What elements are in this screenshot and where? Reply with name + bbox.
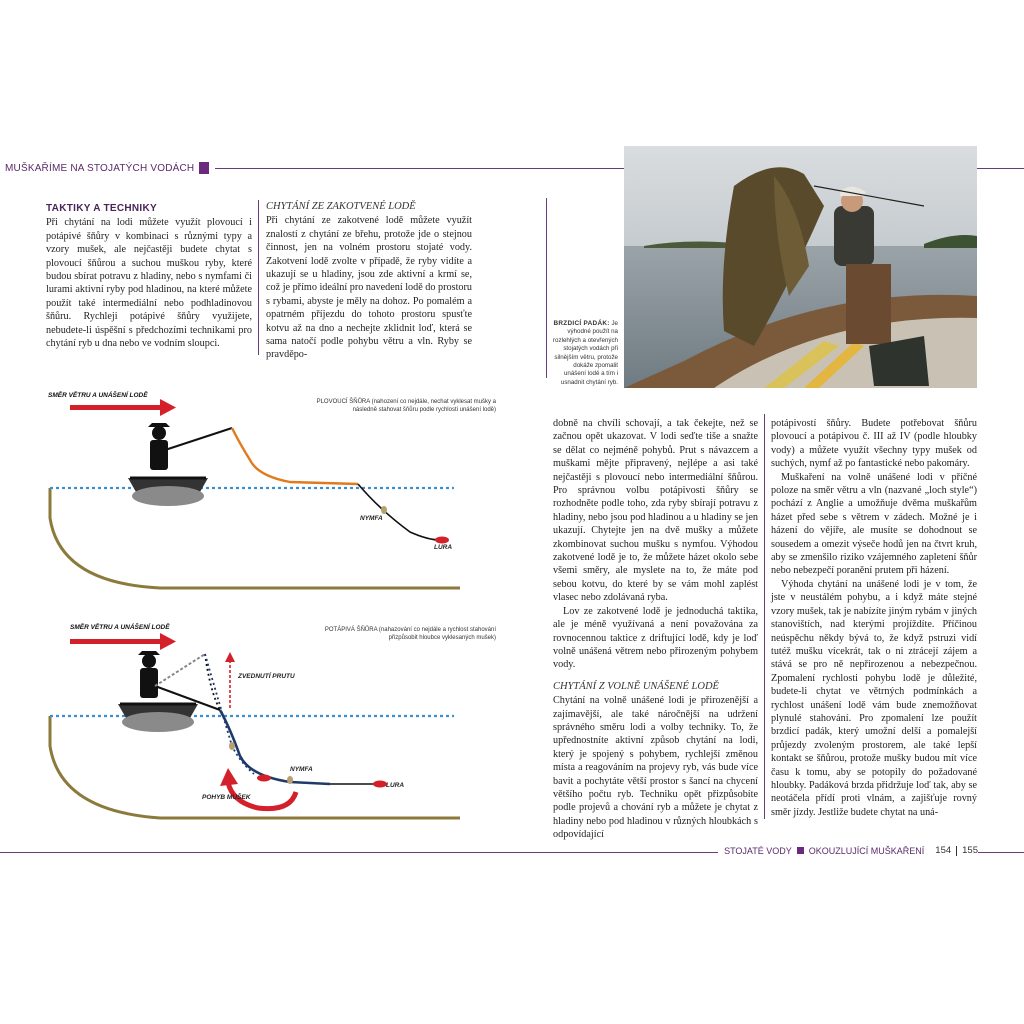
nymph-label: NYMFA (290, 766, 313, 773)
footer-square-icon (797, 847, 804, 854)
heading-drifting: CHYTÁNÍ Z VOLNĚ UNÁŠENÉ LODĚ (553, 680, 719, 692)
paragraph: Výhoda chytání na unášené lodi je v tom, že jste v neustálém pohybu, a i když máte stejné vzory mušek, tak je nabízíte jiným rybám v jiných stanovištích, nad kterými projíždíte. Příčinou neúspěchu někdy bývá to, že když pstruzi vidí tutéž mušku vícekrát, tak o ni ztrácejí zájem a stává se pro ně nepřirozenou a nebezpečnou. Zpomalení rychlosti pohybu lodě je důležité, budete-li chytat ve větrných podmínkách a rychlost unášení lodě vám bude znemožňovat plynulé stahování. Pro zpomalení lze použít brzdicí padák, který umožní delší a pomalejší průjezdy zvoleným prostorem, ale také lepší kontakt se šňůrou, protože mušky budou mít více času k tomu, aby se potopily do požadované hloubky. Padáková brzda přidržuje loď tak, aby se neotáčela přídí proti vlnám, a zajišťuje rovný směr jízdy. Jestliže budete chytat na uná- (771, 578, 977, 818)
column-2 (266, 200, 472, 362)
column-3 (553, 417, 758, 842)
column-rule (258, 200, 259, 355)
note-text: (nahazování co nejdále a rychlost stahování přizpůsobit hloubce vyklesaných mušek) (378, 627, 496, 641)
heading-tactics: TAKTIKY A TECHNIKY (46, 203, 157, 214)
paragraph: potápivostí šňůry. Budete potřebovat šňůru plovoucí a potápivou č. III až IV (podle hloubky vody) a můžete využít všechny typy mušek od suchých, nymf až po fantastické nebo pakomáry. (771, 418, 977, 470)
wind-direction-label: SMĚR VĚTRU A UNÁŠENÍ LODĚ (48, 392, 148, 399)
diagram-1-graphic (40, 388, 500, 593)
caption-text: Je výhodné použít na rozlehlých a otevřených stojatých vodách při silnějším větru, protože dokáže zpomalit unášení lodě a tím i usnadnit chytání ryb. (552, 320, 618, 386)
paragraph: dobně na chvíli schovají, a tak čekejte, než se začnou opět ukazovat. V lodi seďte tiše a snažte se dělat co nejméně pohybů. Prut s návazcem a muškami mějte připravený, nejlépe a asi také nejčastěji s plovoucí nebo intermediální šňůrou. Pro správnou volbu potápivosti šňůry se rozhodněte podle toho, zda ryby sbírají potravu z hladiny, nebo jsou pod hladinou a u hladiny se jen ukazují. Chytejte jen na dvě mušky a můžete zkombinovat suchou mušku s nymfou. Výhodou zakotvené lodě je to, že můžete házet okolo sebe všemi směry, ale myslete na to, že máte pod sebou kotvu, do které by se vám mohl zaplést vlasec nebo zdolávaná ryba. (553, 418, 758, 604)
photo-brake-parachute (624, 146, 977, 388)
column-1 (46, 202, 252, 350)
photo-caption (552, 320, 618, 387)
page-number-right: 155 (962, 845, 978, 856)
footer-section: OKOUZLUJÍCÍ MUŠKAŘENÍ (808, 845, 925, 856)
page-number-left: 154 (935, 845, 952, 856)
section-title: MUŠKAŘÍME NA STOJATÝCH VODÁCH (5, 162, 195, 174)
note-text: (nahození co nejdále, nechat vyklesat mušky a následně stahovat šňůru podle rychlosti unášení lodě) (352, 399, 496, 413)
diagram-1-note (308, 398, 496, 414)
nymph-label: NYMFA (360, 515, 383, 522)
paragraph: Muškaření na volně unášené lodi v příčné poloze na směr větru a vln (nazvané „loch style“) pochází z Anglie a umožňuje dvěma muškařům házet před sebe s větrem v zádech. Možné je i házení do vějíře, ale musíte se dohodnout se sousedem a omezit výseče hodů jen na čtvrt kruh, aby se zmenšilo riziko vzájemného zapletení šňůr nebo nebezpečí poranění prutem při házení. (771, 471, 977, 577)
wind-direction-label: SMĚR VĚTRU A UNÁŠENÍ LODĚ (70, 624, 170, 631)
photo-image (624, 146, 977, 388)
note-title: POTÁPIVÁ ŠŇŮRA (324, 627, 378, 633)
lure-label: LURA (386, 782, 405, 789)
paragraph: Při chytání na lodi můžete využít plovoucí i potápivé šňůry v kombinaci s různými typy a vzory mušek, ale nejčastěji budete chytat s plovoucí šňůrou a suchou muškou ryby, které budou sbírat potravu z hladiny, nebo s nymfami či lurami aktivní ryby pod hladinou, na které můžete použít také intermediální nebo podhladinovou šňůru. Rychleji potápivé šňůry využijete, nebudete-li úspěšní s předchozími technikami pro chytání ryb u dna nebo ve vodním sloupci. (46, 217, 252, 350)
header-square-icon (199, 162, 209, 174)
paragraph: Chytání na volně unášené lodi je přirozenější a zajímavější, ale také náročnější na udržení správného směru lodi a volby techniky. To, že upřednostníte aktivní způsob chytání na lodi, který je spojený s pohybem, rychlejší změnou místa a reagováním na projevy ryb, vás bude více bavit a pochytáte větší prostor s šancí na chycení většího počtu ryb. Techniku opět přizpůsobíte podle projevů a chování ryb a můžete je chytat z hladiny nebo pod hladinou v různých hloubkách s odpovídající (553, 695, 758, 841)
caption-title: BRZDICÍ PADÁK: (553, 320, 610, 327)
diagram-2-graphic (40, 616, 500, 824)
diagram-sinking-line (40, 616, 500, 824)
lure-label: LURA (434, 544, 453, 551)
rod-raise-label: ZVEDNUTÍ PRUTU (238, 673, 295, 680)
diagram-floating-line (40, 388, 500, 593)
column-4 (771, 417, 977, 819)
fly-motion-label: POHYB MUŠEK (202, 794, 251, 801)
gutter-rule (546, 198, 547, 378)
footer-chapter: STOJATÉ VODY (724, 845, 792, 856)
section-header (0, 160, 215, 176)
paragraph: Lov ze zakotvené lodě je jednoduchá taktika, ale je méně využívaná a není považována za rovnocennou taktice z driftující lodě, kdy je loď volně unášená větrem nebo přirozeným pohybem vody. (553, 605, 758, 671)
column-rule (764, 414, 765, 819)
diagram-2-note (320, 626, 496, 642)
page-number-divider (956, 846, 957, 856)
paragraph: Při chytání ze zakotvené lodě můžete využít znalostí z chytání ze břehu, protože jde o stejnou činnost, jen na volném prostoru stojaté vody. Zakotvení lodě zvolte v případě, že ryby vidíte a ukazují se u hladiny, jsou zde aktivní a krmí se, což je přímo ideální pro navedení lodě do prostoru s rybami, abyste je měly na dohoz. Po pomalém a opatrném příjezdu do tohoto prostoru spusťte kotvu až na dno a nechejte zklidnit loď, která se sama natočí podle pohybu větru a vln. Ryby se pravděpo- (266, 215, 472, 361)
note-title: PLOVOUCÍ ŠŇŮRA (316, 399, 370, 405)
page-footer (718, 845, 978, 856)
heading-anchored: CHYTÁNÍ ZE ZAKOTVENÉ LODĚ (266, 201, 416, 212)
